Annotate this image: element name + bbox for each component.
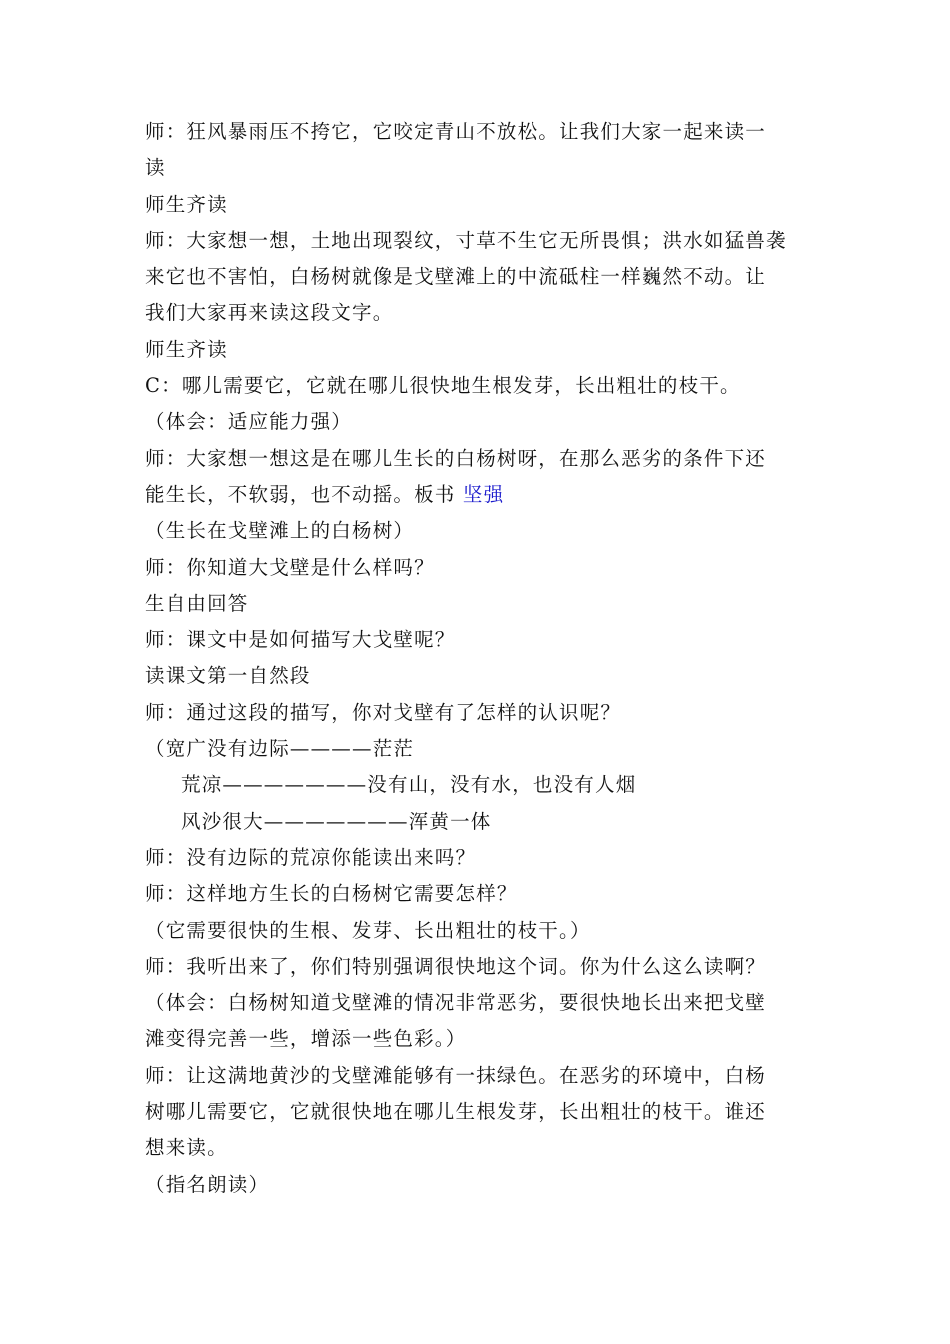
text-line: C：哪儿需要它，它就在哪儿很快地生根发芽，长出粗壮的枝干。 — [145, 374, 741, 398]
text-line: 师生齐读 — [145, 337, 228, 361]
board-note-highlight: 坚强 — [462, 482, 505, 506]
text-line: （宽广没有边际————茫茫 — [145, 737, 415, 761]
text-line-with-board-note — [145, 477, 815, 513]
text-line: （生长在戈壁滩上的白杨树） — [145, 519, 415, 543]
text-line: （指名朗读） — [145, 1172, 270, 1196]
text-line: （它需要很快的生根、发芽、长出粗壮的枝干。） — [145, 918, 591, 942]
text-line: 师：通过这段的描写，你对戈壁有了怎样的认识呢？ — [145, 700, 622, 724]
text-segment: 能生长，不软弱，也不动摇。板书 — [145, 482, 463, 506]
text-line: （体会：适应能力强） — [145, 410, 353, 434]
text-line: 师：我听出来了，你们特别强调很快地这个词。你为什么这么读啊？ — [145, 954, 767, 978]
text-line: 生自由回答 — [145, 591, 249, 615]
text-line: 师：你知道大戈壁是什么样吗？ — [145, 555, 435, 579]
text-line: 师：没有边际的荒凉你能读出来吗？ — [145, 845, 477, 869]
text-line: 师：狂风暴雨压不挎它，它咬定青山不放松。让我们大家一起来读一 — [145, 120, 767, 143]
text-line: 师：课文中是如何描写大戈壁呢？ — [145, 628, 456, 652]
text-line: 读 — [145, 156, 166, 180]
text-line: 来它也不害怕，白杨树就像是戈壁滩上的中流砥柱一样巍然不动。让 — [145, 265, 767, 289]
text-line-indented: 荒凉———————没有山，没有水，也没有人烟 — [181, 773, 637, 797]
text-line: （体会：白杨树知道戈壁滩的情况非常恶劣，要很快地长出来把戈壁 — [145, 991, 767, 1015]
text-line: 树哪儿需要它，它就很快地在哪儿生根发芽，长出粗壮的枝干。谁还 — [145, 1100, 767, 1124]
text-line: 我们大家再来读这段文字。 — [145, 301, 394, 325]
text-line: 滩变得完善一些，增添一些色彩。） — [145, 1027, 467, 1051]
text-line: 师：大家想一想，土地出现裂纹，寸草不生它无所畏惧；洪水如猛兽袭 — [145, 228, 787, 252]
document-body — [145, 114, 815, 1203]
text-line: 师：让这满地黄沙的戈壁滩能够有一抹绿色。在恶劣的环境中，白杨 — [145, 1063, 767, 1087]
text-line: 师生齐读 — [145, 192, 228, 216]
text-line: 师：这样地方生长的白杨树它需要怎样？ — [145, 882, 518, 906]
text-line: 师：大家想一想这是在哪儿生长的白杨树呀，在那么恶劣的条件下还 — [145, 446, 767, 470]
text-line: 读课文第一自然段 — [145, 664, 311, 688]
text-line-indented: 风沙很大———————浑黄一体 — [181, 809, 492, 833]
text-line: 想来读。 — [145, 1136, 228, 1160]
